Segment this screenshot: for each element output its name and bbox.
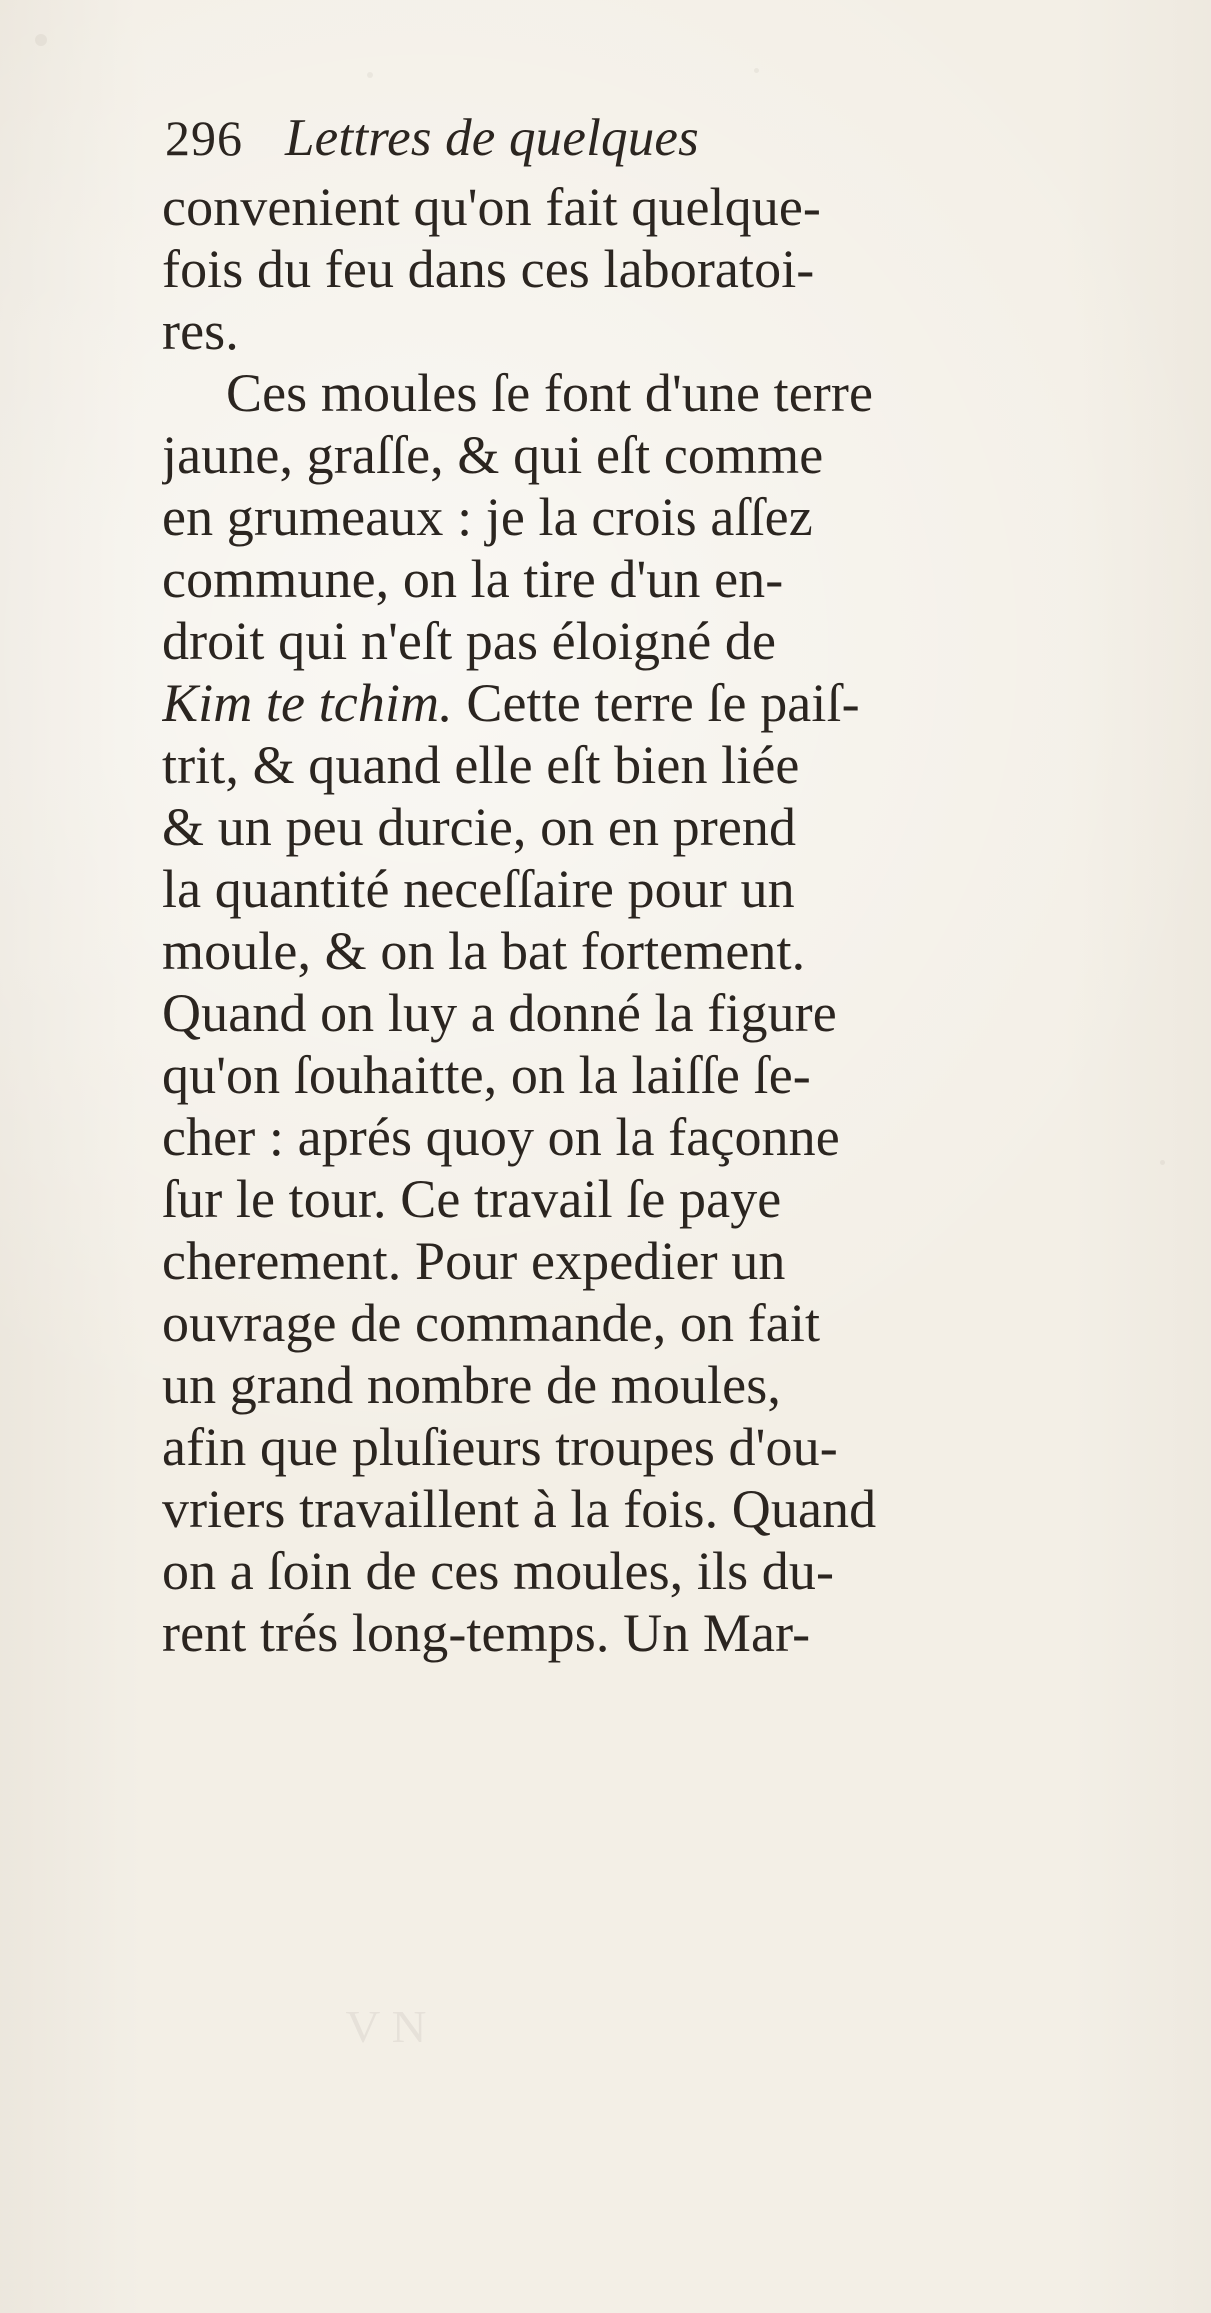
- page-header: [165, 109, 1065, 182]
- text-line: droit qui n'eſt pas éloigné de: [162, 611, 777, 671]
- body-text: [162, 176, 1112, 1664]
- text-line: jaune, graſſe, & qui eſt comme: [162, 425, 824, 485]
- text-line: & un peu durcie, on en prend: [162, 797, 797, 857]
- text-line: ouvrage de commande, on fait: [162, 1293, 821, 1353]
- paper-speck: [1160, 1160, 1165, 1165]
- page-number: 296: [165, 110, 243, 166]
- text-line: convenient qu'on fait quelque-: [162, 177, 822, 237]
- line-remainder: Cette terre ſe paiſ-: [466, 673, 860, 733]
- italic-place-name: Kim te tchim.: [162, 673, 453, 733]
- text-line: moule, & on la bat fortement.: [162, 921, 806, 981]
- running-head: Lettres de quelques: [285, 109, 699, 167]
- text-line: trit, & quand elle eſt bien liée: [162, 735, 800, 795]
- paragraph-start-line: Ces moules ſe font d'une terre: [226, 363, 874, 423]
- text-line: commune, on la tire d'un en-: [162, 549, 784, 609]
- text-line-with-italic: [162, 672, 1112, 734]
- text-line: res.: [162, 301, 239, 361]
- paper-speck: [754, 68, 759, 73]
- text-line: on a ſoin de ces moules, ils du-: [162, 1541, 835, 1601]
- text-line: cherement. Pour expedier un: [162, 1231, 786, 1291]
- show-through-text: V N: [345, 2001, 427, 2050]
- text-line: afin que pluſieurs troupes d'ou-: [162, 1417, 838, 1477]
- text-line: fois du feu dans ces laboratoi-: [162, 239, 815, 299]
- text-line: rent trés long-temps. Un Mar-: [162, 1603, 811, 1663]
- text-line: ſur le tour. Ce travail ſe paye: [162, 1169, 782, 1229]
- text-line: Quand on luy a donné la figure: [162, 983, 837, 1043]
- text-line: qu'on ſouhaitte, on la laiſſe ſe-: [162, 1045, 811, 1105]
- text-line: cher : aprés quoy on la façonne: [162, 1107, 840, 1167]
- paper-speck: [367, 72, 373, 78]
- text-line: en grumeaux : je la crois aſſez: [162, 487, 813, 547]
- text-line: vriers travaillent à la fois. Quand: [162, 1479, 877, 1539]
- text-line: la quantité neceſſaire pour un: [162, 859, 795, 919]
- paper-speck: [35, 34, 47, 46]
- text-line: un grand nombre de moules,: [162, 1355, 781, 1415]
